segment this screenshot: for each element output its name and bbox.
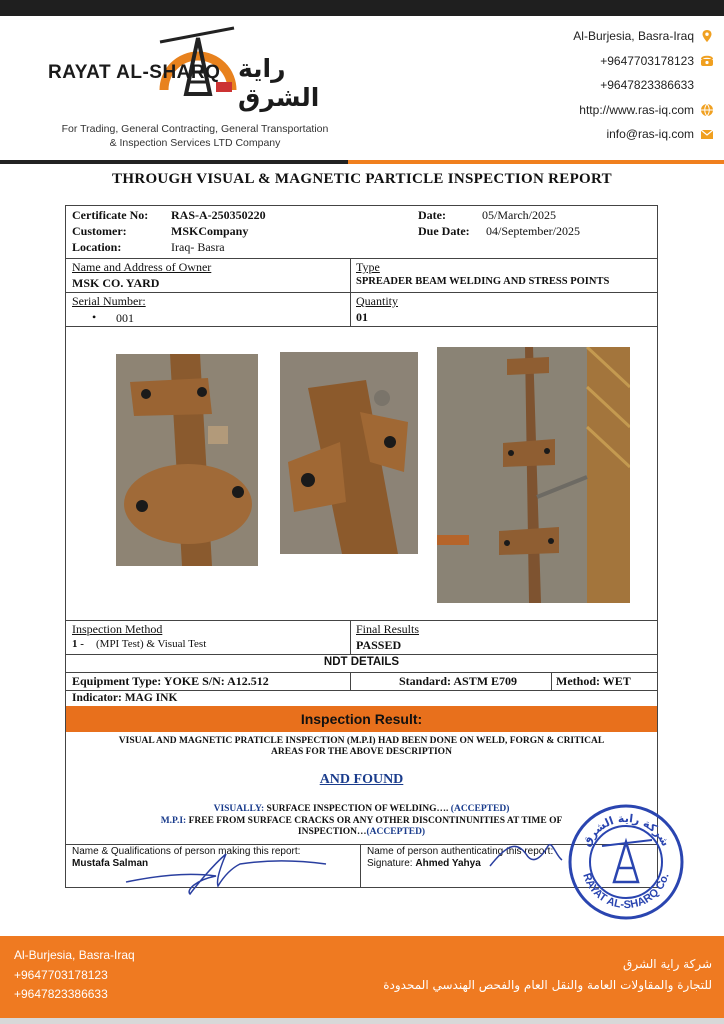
maker-name: Mustafa Salman (72, 858, 149, 869)
contact-email[interactable]: info@ras-iq.com (573, 122, 714, 147)
certificate-number: RAS-A-250350220 (171, 208, 266, 222)
inspection-photo-2 (280, 352, 418, 554)
quantity-value: 01 (356, 310, 368, 324)
authenticator-label: Name of person authenticating this report: (367, 846, 554, 857)
location-pin-icon (700, 29, 714, 43)
contact-address: Al-Burjesia, Basra-Iraq (573, 24, 714, 49)
contact-phone-2: +9647823386633 (600, 78, 694, 93)
phone-icon (700, 54, 714, 68)
company-tagline: For Trading, General Contracting, General Transportation & Inspection Services LTD Company (61, 123, 329, 149)
ndt-method-value: Method: WET (556, 674, 631, 688)
final-results-value: PASSED (356, 638, 402, 652)
globe-icon (700, 103, 714, 117)
serial-bullet: • (92, 310, 97, 324)
company-logo (40, 24, 360, 154)
type-label: Type (356, 260, 380, 274)
footer-contact: Al-Burjesia, Basra-Iraq +9647703178123 +9647823386633 (14, 948, 135, 1001)
inspection-method-number: 1 - (72, 638, 84, 650)
findings: VISUALLY: SURFACE INSPECTION OF WELDING…. (ACCEPTED) M.P.I: FREE FROM SURFACE CRACKS OR ANY OTHER DISCONTINUNITIES AT TIME OF INSPECTION…(ACCEPTED) (66, 804, 657, 839)
authenticator-signature-icon (486, 836, 566, 876)
final-results-label: Final Results (356, 622, 420, 636)
header-rule-accent (348, 160, 724, 164)
maker-label: Name & Qualifications of person making this report: (72, 846, 301, 857)
footer-strip (0, 1018, 724, 1024)
location-label: Location: (72, 240, 122, 254)
footer-company-ar: شركة راية الشرق للتجارة والمقاولات العامة والنقل العام والفحص الهندسي المحدودة (383, 957, 712, 992)
customer-label: Customer: (72, 224, 127, 238)
owner-value: MSK CO. YARD (72, 276, 160, 290)
date-value: 05/March/2025 (482, 208, 556, 222)
indicator-value: Indicator: MAG INK (72, 692, 178, 704)
contact-website[interactable]: http://www.ras-iq.com (573, 98, 714, 123)
equipment-type: Equipment Type: YOKE S/N: A12.512 (72, 674, 269, 688)
finding-mpi: M.P.I: FREE FROM SURFACE CRACKS OR ANY OTHER DISCONTINUNITIES AT TIME OF (160, 815, 563, 826)
standard-value: Standard: ASTM E709 (399, 674, 518, 688)
inspection-method-value: (MPI Test) & Visual Test (96, 638, 207, 650)
ndt-details-title: NDT DETAILS (323, 656, 400, 668)
svg-text:شركة راية الشرق: شركة راية الشرق (579, 811, 673, 849)
svg-text:RAYAT AL-SHARQ Co.: RAYAT AL-SHARQ Co. (580, 871, 672, 912)
certificate-label: Certificate No: (72, 208, 149, 222)
and-found-heading: AND FOUND (319, 772, 404, 787)
inspection-result-title: Inspection Result: (66, 706, 657, 732)
serial-value: 001 (116, 311, 134, 325)
serial-label: Serial Number: (72, 294, 146, 308)
inspection-method-label: Inspection Method (72, 622, 163, 636)
logo-text-en: RAYAT AL-SHARQ (48, 62, 221, 83)
due-date-value: 04/September/2025 (486, 224, 580, 238)
due-date-label: Due Date: (418, 224, 470, 238)
inspection-photo-1 (116, 354, 258, 566)
finding-visual: VISUALLY: SURFACE INSPECTION OF WELDING…. (ACCEPTED) (213, 804, 510, 814)
top-bar (0, 0, 724, 16)
page-footer (0, 936, 724, 1024)
envelope-icon (700, 127, 714, 141)
customer-value: MSKCompany (171, 224, 249, 238)
maker-signature-icon (116, 846, 356, 896)
report-frame (65, 205, 673, 912)
logo-text-ar: راية الشرق (238, 54, 320, 112)
owner-label: Name and Address of Owner (72, 260, 212, 274)
inspection-photo-3 (437, 347, 630, 603)
authenticator-signature: Signature: Ahmed Yahya (367, 858, 481, 869)
location-value: Iraq- Basra (171, 240, 225, 254)
report-title: THROUGH VISUAL & MAGNETIC PARTICLE INSPECTION REPORT (112, 171, 612, 187)
date-label: Date: (418, 208, 446, 222)
contact-info (573, 24, 714, 147)
type-value: SPREADER BEAM WELDING AND STRESS POINTS (356, 276, 610, 287)
result-description: VISUAL AND MAGNETIC PRATICLE INSPECTION (M.P.I) HAD BEEN DONE ON WELD, FORGN & CRITICAL AREAS FOR THE ABOVE DESCRIPTION (118, 736, 605, 757)
quantity-label: Quantity (356, 294, 398, 308)
company-stamp-icon (566, 802, 686, 922)
contact-phone-1: +9647703178123 (573, 49, 714, 74)
